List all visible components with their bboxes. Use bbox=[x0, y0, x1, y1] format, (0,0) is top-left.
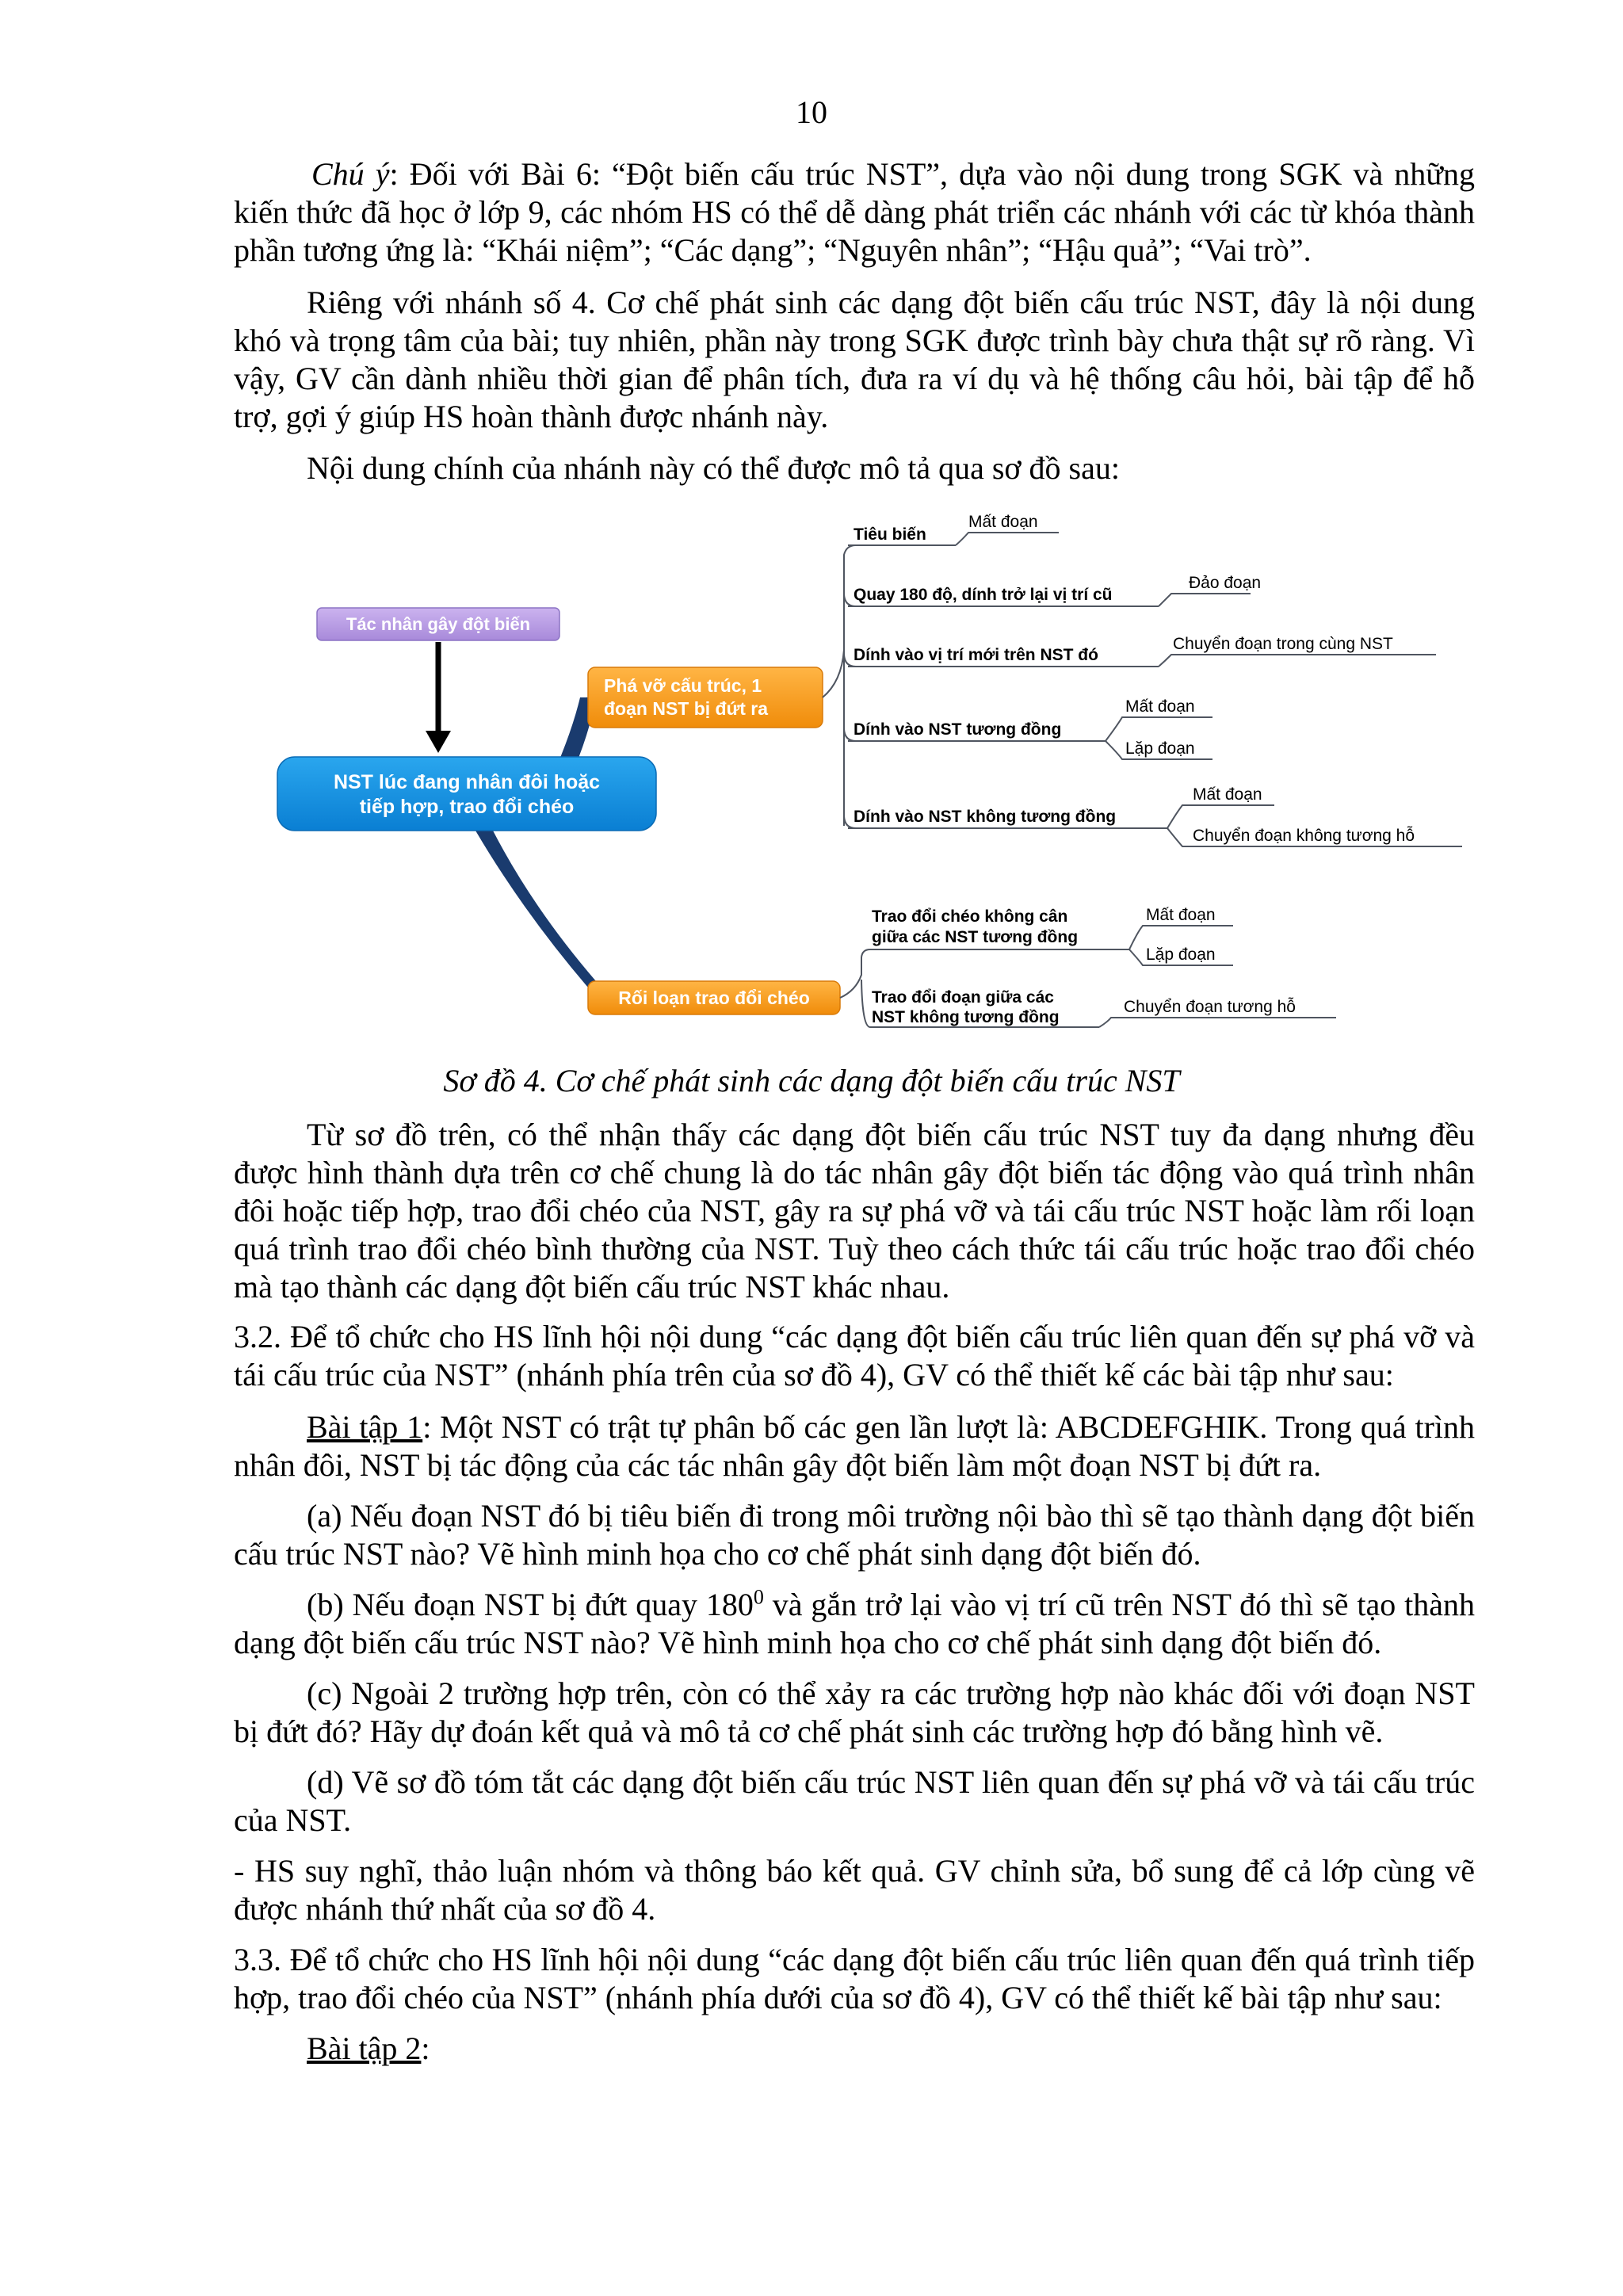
exercise1-text: : Một NST có trật tự phân bố các gen lần lượt là: ABCDEFGHIK. Trong quá trình nhân đôi, NST bị tác động của các tác nhân gây đột biến làm một đoạn NST bị đứt ra. bbox=[234, 1409, 1475, 1483]
u1-result: Mất đoạn bbox=[968, 513, 1038, 531]
l2-line1: Trao đổi đoạn giữa các bbox=[872, 988, 1054, 1007]
lower-branch-label: Rối loạn trao đổi chéo bbox=[618, 988, 810, 1008]
exercise1-paragraph bbox=[234, 1408, 1475, 1484]
exercise1-d: (d) Vẽ sơ đồ tóm tắt các dạng đột biến cấu trúc NST liên quan đến sự phá vỡ và tái cấu trúc của NST. bbox=[234, 1764, 1475, 1838]
u3-label: Dính vào vị trí mới trên NST đó bbox=[854, 646, 1098, 664]
mechanism-diagram bbox=[0, 0, 1623, 1054]
section-3-2-paragraph: 3.2. Để tổ chức cho HS lĩnh hội nội dung “các dạng đột biến cấu trúc liên quan đến sự phá vỡ và tái cấu trúc của NST” (nhánh phía trên của sơ đồ 4), GV có thể thiết kế các bài tập như sau: bbox=[234, 1319, 1475, 1392]
branch4-paragraph: Riêng với nhánh số 4. Cơ chế phát sinh các dạng đột biến cấu trúc NST, đây là nội dung khó và trọng tâm của bài; tuy nhiên, phần này trong SGK được trình bày chưa thật sự rõ ràng. Vì vậy, GV cần dành nhiều thời gian để phân tích, đưa ra ví dụ và hệ thống câu hỏi, bài tập để hỗ trợ, gợi ý giúp HS hoàn thành được nhánh này. bbox=[234, 285, 1475, 434]
l1-line2: giữa các NST tương đồng bbox=[872, 928, 1079, 946]
u3-result: Chuyển đoạn trong cùng NST bbox=[1173, 635, 1393, 653]
exercise1-label: Bài tập 1 bbox=[307, 1409, 423, 1445]
l2-result: Chuyển đoạn tương hỗ bbox=[1124, 998, 1296, 1016]
u1-label: Tiêu biến bbox=[854, 525, 926, 544]
upper-branch-line1: Phá vỡ cấu trúc, 1 bbox=[604, 675, 762, 696]
upper-branch-line2: đoạn NST bị đứt ra bbox=[604, 698, 769, 719]
exercise1-b: (b) Nếu đoạn NST bị đứt quay $180^0$ và gắn trở lại vào vị trí cũ trên NST đó thì sẽ tạo thành dạng đột biến cấu trúc NST nào? Vẽ hình minh họa cho cơ chế phát sinh dạng đột biến đó. bbox=[234, 1585, 1475, 1660]
connector-lower-fill bbox=[475, 831, 596, 988]
note-label: Chú ý bbox=[311, 156, 390, 192]
page-number: 10 bbox=[796, 94, 827, 130]
u2-result: Đảo đoạn bbox=[1189, 574, 1262, 592]
agent-arrow-head bbox=[426, 731, 451, 753]
exercise2-label: Bài tập 2 bbox=[307, 2030, 422, 2066]
l1-result1: Mất đoạn bbox=[1146, 906, 1216, 924]
u4-result1: Mất đoạn bbox=[1125, 697, 1195, 716]
center-line2: tiếp hợp, trao đổi chéo bbox=[359, 796, 575, 818]
section-3-3-paragraph: 3.3. Để tổ chức cho HS lĩnh hội nội dung “các dạng đột biến cấu trúc liên quan đến quá trình tiếp hợp, trao đổi chéo của NST” (nhánh phía dưới của sơ đồ 4), GV có thể thiết kế bài tập như sau: bbox=[234, 1942, 1475, 2015]
center-node bbox=[277, 757, 656, 831]
hs-paragraph: - HS suy nghĩ, thảo luận nhóm và thông báo kết quả. GV chỉnh sửa, bổ sung để cả lớp cùng vẽ được nhánh thứ nhất của sơ đồ 4. bbox=[234, 1853, 1475, 1927]
u5-result1: Mất đoạn bbox=[1193, 785, 1262, 804]
agent-label: Tác nhân gây đột biến bbox=[346, 614, 531, 634]
u2-label: Quay 180 độ, dính trở lại vị trí cũ bbox=[854, 586, 1113, 604]
u4-label: Dính vào NST tương đồng bbox=[854, 720, 1062, 739]
conclusion-paragraph: Từ sơ đồ trên, có thể nhận thấy các dạng đột biến cấu trúc NST tuy đa dạng nhưng đều được hình thành dựa trên cơ chế chung là do tác nhân gây đột biến tác động vào quá trình nhân đôi hoặc tiếp hợp, trao đổi chéo của NST, gây ra sự phá vỡ và tái cấu trúc NST hoặc làm rối loạn quá trình trao đổi chéo bình thường của NST. Tuỳ theo cách thức tái cấu trúc hoặc trao đổi chéo mà tạo thành các dạng đột biến cấu trúc NST khác nhau. bbox=[234, 1117, 1475, 1305]
u5-label: Dính vào NST không tương đồng bbox=[854, 808, 1117, 826]
diagram-intro-paragraph: Nội dung chính của nhánh này có thể được mô tả qua sơ đồ sau: bbox=[307, 450, 1120, 486]
center-line1: NST lúc đang nhân đôi hoặc bbox=[333, 771, 601, 793]
diagram-caption: Sơ đồ 4. Cơ chế phát sinh các dạng đột biến cấu trúc NST bbox=[443, 1063, 1180, 1098]
u4-result2: Lặp đoạn bbox=[1125, 739, 1195, 758]
note-text: : Đối với Bài 6: “Đột biến cấu trúc NST”, dựa vào nội dung trong SGK và những kiến thức đã học ở lớp 9, các nhóm HS có thể dễ dàng phát triển các nhánh với các từ khóa thành phần tương ứng là: “Khái niệm”; “Các dạng”; “Nguyên nhân”; “Hậu quả”; “Vai trò”. bbox=[234, 156, 1475, 268]
l1-result2: Lặp đoạn bbox=[1146, 946, 1216, 964]
l2-line2: NST không tương đồng bbox=[872, 1008, 1060, 1026]
l1-line1: Trao đổi chéo không cân bbox=[872, 907, 1068, 926]
exercise2-heading: Bài tập 2: bbox=[307, 2030, 430, 2066]
exercise1-c: (c) Ngoài 2 trường hợp trên, còn có thể xảy ra các trường hợp nào khác đối với đoạn NST bị đứt đó? Hãy dự đoán kết quả và mô tả cơ chế phát sinh các trường hợp đó bằng hình vẽ. bbox=[234, 1675, 1475, 1749]
exercise1-a: (a) Nếu đoạn NST đó bị tiêu biến đi trong môi trường nội bào thì sẽ tạo thành dạng đột biến cấu trúc NST nào? Vẽ hình minh họa cho cơ chế phát sinh dạng đột biến đó. bbox=[234, 1498, 1475, 1572]
u5-result2: Chuyển đoạn không tương hỗ bbox=[1193, 827, 1415, 845]
